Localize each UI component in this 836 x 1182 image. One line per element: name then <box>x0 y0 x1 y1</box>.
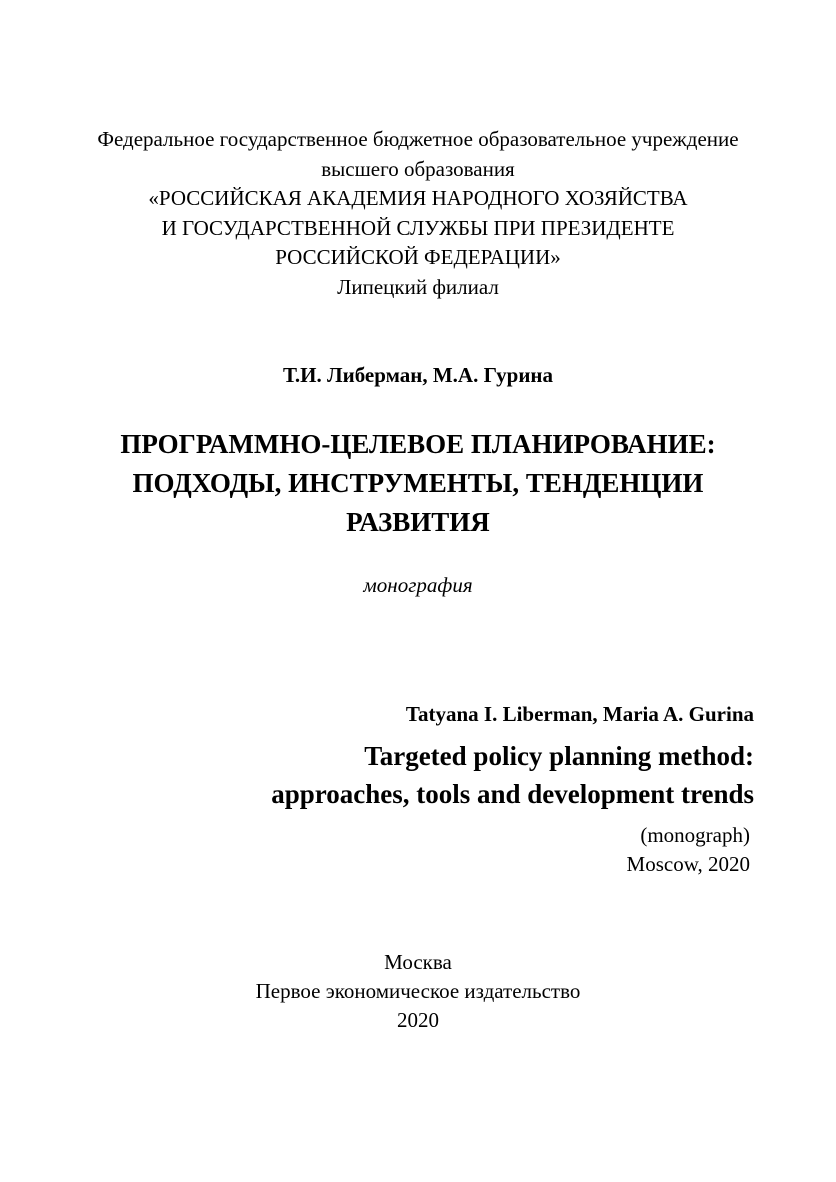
institution-line-3: «РОССИЙСКАЯ АКАДЕМИЯ НАРОДНОГО ХОЗЯЙСТВА <box>148 186 688 210</box>
imprint-city: Москва <box>384 950 452 974</box>
institution-line-1: Федеральное государственное бюджетное образовательное учреждение <box>97 127 739 151</box>
authors-russian <box>0 361 836 389</box>
title-english-line-2: approaches, tools and development trends <box>271 779 754 809</box>
imprint-publisher: Первое экономическое издательство <box>255 979 581 1003</box>
authors-english <box>406 700 754 728</box>
institution-branch: Липецкий филиал <box>337 274 499 299</box>
publication-type-russian-text: монография <box>363 573 473 597</box>
title-russian-line-3: РАЗВИТИЯ <box>346 507 490 537</box>
imprint <box>0 948 836 1035</box>
title-russian <box>0 425 836 542</box>
institution-line-2: высшего образования <box>321 156 515 181</box>
institution-header <box>0 125 836 302</box>
title-english <box>271 737 754 813</box>
imprint-year: 2020 <box>397 1008 439 1032</box>
publication-info-english <box>627 821 750 879</box>
institution-line-4: И ГОСУДАРСТВЕННОЙ СЛУЖБЫ ПРИ ПРЕЗИДЕНТЕ <box>161 215 675 240</box>
title-russian-line-1: ПРОГРАММНО-ЦЕЛЕВОЕ ПЛАНИРОВАНИЕ: <box>120 429 716 459</box>
publication-type-russian <box>0 571 836 599</box>
publication-type-english: (monograph) <box>640 823 750 847</box>
authors-english-text: Tatyana I. Liberman, Maria A. Gurina <box>405 702 754 726</box>
title-russian-line-2: ПОДХОДЫ, ИНСТРУМЕНТЫ, ТЕНДЕНЦИИ <box>132 468 704 498</box>
authors-russian-text: Т.И. Либерман, М.А. Гурина <box>282 363 554 387</box>
place-year-english: Moscow, 2020 <box>626 852 750 876</box>
institution-line-5: РОССИЙСКОЙ ФЕДЕРАЦИИ» <box>275 245 561 269</box>
title-english-line-1: Targeted policy planning method: <box>364 741 754 771</box>
